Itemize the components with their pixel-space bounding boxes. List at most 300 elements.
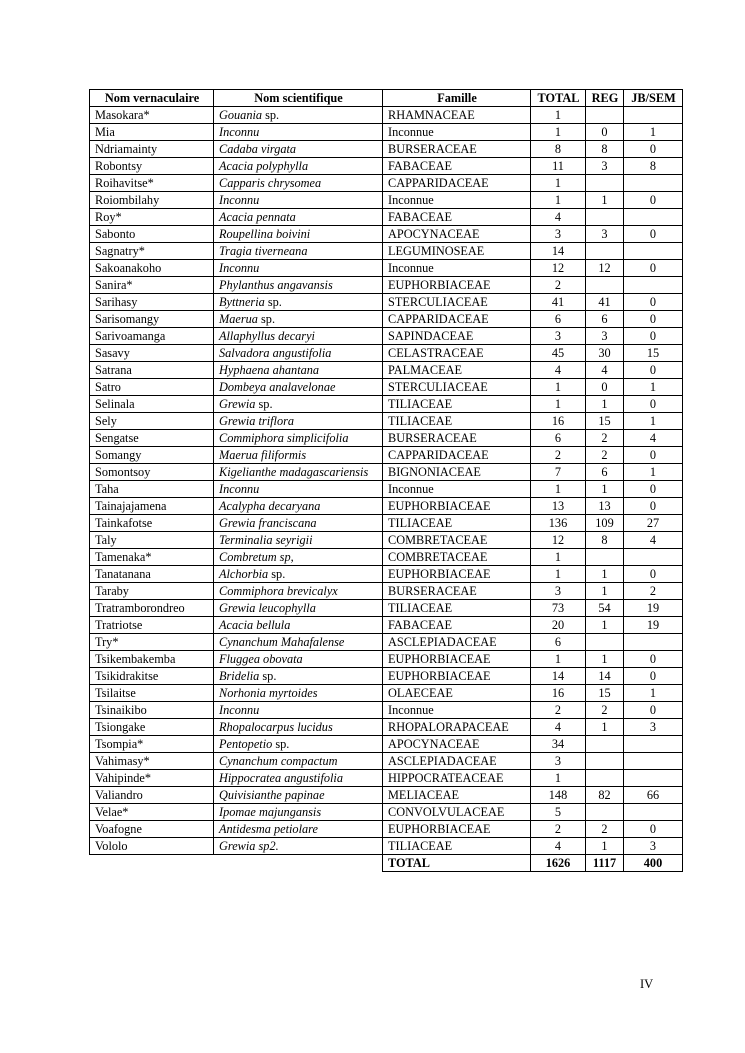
cell-famille: Inconnue (383, 260, 531, 277)
cell-total: 41 (531, 294, 586, 311)
cell-famille: BURSERACEAE (383, 583, 531, 600)
cell-famille: EUPHORBIACEAE (383, 498, 531, 515)
cell-jb-sem (624, 634, 683, 651)
cell-total: 1 (531, 175, 586, 192)
table-row (90, 566, 683, 583)
cell-nom-scientifique (214, 379, 383, 396)
table-row (90, 311, 683, 328)
scientific-name: Cynanchum Mahafalense (219, 635, 345, 649)
cell-famille: BURSERACEAE (383, 430, 531, 447)
cell-total: 4 (531, 838, 586, 855)
table-row (90, 430, 683, 447)
cell-reg: 2 (586, 447, 624, 464)
cell-nom-scientifique (214, 311, 383, 328)
cell-jb-sem: 0 (624, 328, 683, 345)
cell-nom-scientifique (214, 770, 383, 787)
cell-reg: 1 (586, 838, 624, 855)
cell-total: 4 (531, 719, 586, 736)
cell-reg: 15 (586, 413, 624, 430)
cell-nom-vernaculaire: Tsikidrakitse (90, 668, 214, 685)
cell-nom-scientifique (214, 464, 383, 481)
cell-reg (586, 175, 624, 192)
cell-jb-sem: 0 (624, 481, 683, 498)
scientific-name: Acacia pennata (219, 210, 296, 224)
cell-jb-sem: 0 (624, 566, 683, 583)
scientific-name: Acacia bellula (219, 618, 291, 632)
cell-famille: FABACEAE (383, 158, 531, 175)
cell-nom-scientifique (214, 532, 383, 549)
cell-nom-scientifique (214, 549, 383, 566)
cell-nom-vernaculaire: Tsiongake (90, 719, 214, 736)
scientific-name: Norhonia myrtoides (219, 686, 318, 700)
cell-reg: 6 (586, 464, 624, 481)
cell-reg (586, 243, 624, 260)
cell-total: 16 (531, 413, 586, 430)
cell-nom-vernaculaire: Tsikembakemba (90, 651, 214, 668)
scientific-name-suffix: sp. (259, 669, 277, 683)
cell-jb-sem: 15 (624, 345, 683, 362)
cell-reg: 3 (586, 226, 624, 243)
cell-jb-sem (624, 209, 683, 226)
scientific-name: Pentopetio (219, 737, 273, 751)
cell-jb-sem: 0 (624, 821, 683, 838)
table-row (90, 192, 683, 209)
cell-reg (586, 736, 624, 753)
cell-nom-scientifique (214, 702, 383, 719)
header-total: TOTAL (531, 90, 586, 107)
cell-jb-sem (624, 175, 683, 192)
cell-reg: 8 (586, 532, 624, 549)
cell-nom-vernaculaire: Tainkafotse (90, 515, 214, 532)
cell-reg: 1 (586, 566, 624, 583)
cell-nom-scientifique (214, 277, 383, 294)
cell-nom-scientifique (214, 141, 383, 158)
scientific-name-suffix: sp. (264, 295, 282, 309)
cell-nom-scientifique (214, 583, 383, 600)
cell-nom-vernaculaire: Tsilaitse (90, 685, 214, 702)
cell-nom-scientifique (214, 838, 383, 855)
cell-reg: 2 (586, 430, 624, 447)
cell-nom-vernaculaire: Velae* (90, 804, 214, 821)
cell-reg: 3 (586, 328, 624, 345)
scientific-name: Bridelia (219, 669, 260, 683)
cell-jb-sem: 0 (624, 498, 683, 515)
table-row (90, 209, 683, 226)
cell-jb-sem: 0 (624, 260, 683, 277)
cell-total: 6 (531, 634, 586, 651)
scientific-name: Dombeya analavelonae (219, 380, 336, 394)
cell-reg: 12 (586, 260, 624, 277)
cell-total: 1 (531, 770, 586, 787)
table-row (90, 447, 683, 464)
cell-famille: EUPHORBIACEAE (383, 566, 531, 583)
scientific-name: Alchorbia (219, 567, 269, 581)
cell-nom-scientifique (214, 124, 383, 141)
cell-famille: CAPPARIDACEAE (383, 175, 531, 192)
scientific-name: Antidesma petiolare (219, 822, 318, 836)
cell-total: 1 (531, 107, 586, 124)
cell-famille: COMBRETACEAE (383, 549, 531, 566)
cell-nom-scientifique (214, 260, 383, 277)
header-nom-scientifique: Nom scientifique (214, 90, 383, 107)
cell-reg (586, 549, 624, 566)
table-row (90, 481, 683, 498)
header-nom-vernaculaire: Nom vernaculaire (90, 90, 214, 107)
scientific-name: Grewia (219, 397, 256, 411)
scientific-name: Inconnu (219, 125, 260, 139)
cell-total: 34 (531, 736, 586, 753)
cell-jb-sem: 0 (624, 311, 683, 328)
cell-jb-sem: 1 (624, 413, 683, 430)
cell-reg: 4 (586, 362, 624, 379)
cell-total: 148 (531, 787, 586, 804)
cell-famille: FABACEAE (383, 617, 531, 634)
cell-nom-scientifique (214, 447, 383, 464)
cell-famille: TILIACEAE (383, 600, 531, 617)
scientific-name-suffix: sp. (268, 567, 286, 581)
scientific-name: Capparis chrysomea (219, 176, 322, 190)
cell-jb-sem (624, 804, 683, 821)
cell-nom-scientifique (214, 345, 383, 362)
cell-reg: 8 (586, 141, 624, 158)
cell-nom-vernaculaire: Masokara* (90, 107, 214, 124)
cell-nom-vernaculaire: Somontsoy (90, 464, 214, 481)
cell-total: 12 (531, 260, 586, 277)
cell-famille: COMBRETACEAE (383, 532, 531, 549)
table-row (90, 396, 683, 413)
cell-famille: MELIACEAE (383, 787, 531, 804)
cell-famille: Inconnue (383, 124, 531, 141)
cell-total: 16 (531, 685, 586, 702)
cell-nom-vernaculaire: Roy* (90, 209, 214, 226)
page-number: IV (640, 977, 654, 991)
cell-nom-scientifique (214, 107, 383, 124)
cell-jb-sem: 1 (624, 124, 683, 141)
cell-famille: EUPHORBIACEAE (383, 651, 531, 668)
cell-jb-sem (624, 549, 683, 566)
cell-nom-vernaculaire: Sely (90, 413, 214, 430)
scientific-name-suffix: sp. (257, 312, 276, 326)
table-row (90, 260, 683, 277)
cell-reg: 1 (586, 651, 624, 668)
cell-famille: CAPPARIDACEAE (383, 311, 531, 328)
species-table (89, 89, 683, 872)
cell-famille: RHAMNACEAE (383, 107, 531, 124)
cell-nom-vernaculaire: Tamenaka* (90, 549, 214, 566)
cell-famille: HIPPOCRATEACEAE (383, 770, 531, 787)
cell-famille: ASCLEPIADACEAE (383, 634, 531, 651)
cell-famille: TILIACEAE (383, 413, 531, 430)
cell-nom-scientifique (214, 294, 383, 311)
table-row (90, 328, 683, 345)
cell-nom-vernaculaire: Selinala (90, 396, 214, 413)
cell-nom-scientifique (214, 362, 383, 379)
scientific-name: Inconnu (219, 261, 260, 275)
cell-reg (586, 107, 624, 124)
cell-famille: SAPINDACEAE (383, 328, 531, 345)
scientific-name: Grewia franciscana (219, 516, 317, 530)
total-reg: 1117 (586, 855, 624, 872)
table-row (90, 702, 683, 719)
scientific-name: Ipomae majungansis (219, 805, 322, 819)
cell-reg: 54 (586, 600, 624, 617)
table-row (90, 838, 683, 855)
total-blank-cell (90, 855, 214, 872)
cell-total: 13 (531, 498, 586, 515)
cell-nom-scientifique (214, 515, 383, 532)
table-row (90, 617, 683, 634)
cell-nom-scientifique (214, 753, 383, 770)
cell-jb-sem: 2 (624, 583, 683, 600)
cell-total: 2 (531, 447, 586, 464)
cell-reg (586, 770, 624, 787)
cell-famille: APOCYNACEAE (383, 736, 531, 753)
cell-total: 4 (531, 362, 586, 379)
cell-nom-scientifique (214, 566, 383, 583)
cell-reg: 1 (586, 583, 624, 600)
cell-reg: 109 (586, 515, 624, 532)
cell-reg: 3 (586, 158, 624, 175)
table-row (90, 770, 683, 787)
cell-jb-sem: 1 (624, 379, 683, 396)
cell-jb-sem (624, 753, 683, 770)
cell-nom-scientifique (214, 209, 383, 226)
cell-nom-vernaculaire: Vahipinde* (90, 770, 214, 787)
cell-nom-scientifique (214, 600, 383, 617)
cell-famille: EUPHORBIACEAE (383, 668, 531, 685)
cell-total: 1 (531, 549, 586, 566)
cell-reg: 82 (586, 787, 624, 804)
cell-reg: 15 (586, 685, 624, 702)
header-jb-sem: JB/SEM (624, 90, 683, 107)
scientific-name: Inconnu (219, 703, 260, 717)
scientific-name: Byttneria (219, 295, 265, 309)
table-row (90, 243, 683, 260)
cell-total: 45 (531, 345, 586, 362)
cell-reg: 6 (586, 311, 624, 328)
table-row (90, 804, 683, 821)
cell-reg: 2 (586, 702, 624, 719)
cell-jb-sem: 8 (624, 158, 683, 175)
cell-total: 1 (531, 481, 586, 498)
scientific-name: Grewia leucophylla (219, 601, 316, 615)
scientific-name: Combretum sp, (219, 550, 294, 564)
cell-total: 20 (531, 617, 586, 634)
cell-reg: 2 (586, 821, 624, 838)
cell-nom-vernaculaire: Satro (90, 379, 214, 396)
cell-nom-vernaculaire: Tratramborondreo (90, 600, 214, 617)
cell-nom-scientifique (214, 481, 383, 498)
cell-jb-sem: 4 (624, 430, 683, 447)
cell-famille: OLAECEAE (383, 685, 531, 702)
table-row (90, 107, 683, 124)
cell-nom-vernaculaire: Sarihasy (90, 294, 214, 311)
cell-total: 3 (531, 753, 586, 770)
cell-nom-scientifique (214, 617, 383, 634)
cell-total: 3 (531, 583, 586, 600)
cell-famille: Inconnue (383, 702, 531, 719)
cell-nom-scientifique (214, 175, 383, 192)
table-row (90, 515, 683, 532)
cell-total: 11 (531, 158, 586, 175)
table-row (90, 362, 683, 379)
cell-famille: STERCULIACEAE (383, 294, 531, 311)
scientific-name: Inconnu (219, 482, 260, 496)
cell-nom-vernaculaire: Vololo (90, 838, 214, 855)
cell-total: 12 (531, 532, 586, 549)
cell-nom-vernaculaire: Voafogne (90, 821, 214, 838)
cell-total: 1 (531, 651, 586, 668)
cell-nom-vernaculaire: Sarisomangy (90, 311, 214, 328)
cell-total: 6 (531, 311, 586, 328)
scientific-name: Cadaba virgata (219, 142, 297, 156)
total-blank-cell (214, 855, 383, 872)
cell-jb-sem: 0 (624, 362, 683, 379)
cell-nom-vernaculaire: Valiandro (90, 787, 214, 804)
table-row (90, 141, 683, 158)
cell-nom-scientifique (214, 192, 383, 209)
cell-nom-scientifique (214, 328, 383, 345)
cell-total: 1 (531, 396, 586, 413)
cell-jb-sem: 0 (624, 192, 683, 209)
cell-jb-sem: 1 (624, 464, 683, 481)
scientific-name: Inconnu (219, 193, 260, 207)
cell-famille: TILIACEAE (383, 838, 531, 855)
cell-jb-sem: 0 (624, 141, 683, 158)
cell-nom-scientifique (214, 396, 383, 413)
table-row (90, 379, 683, 396)
cell-total: 136 (531, 515, 586, 532)
cell-famille: FABACEAE (383, 209, 531, 226)
scientific-name-suffix: sp. (262, 108, 280, 122)
cell-reg: 14 (586, 668, 624, 685)
cell-reg: 1 (586, 396, 624, 413)
cell-nom-scientifique (214, 651, 383, 668)
cell-nom-scientifique (214, 634, 383, 651)
cell-nom-vernaculaire: Sanira* (90, 277, 214, 294)
cell-famille: BURSERACEAE (383, 141, 531, 158)
cell-reg: 1 (586, 481, 624, 498)
cell-nom-vernaculaire: Tratriotse (90, 617, 214, 634)
scientific-name: Kigelianthe madagascariensis (219, 465, 369, 479)
cell-jb-sem: 3 (624, 719, 683, 736)
cell-jb-sem: 66 (624, 787, 683, 804)
cell-nom-scientifique (214, 226, 383, 243)
cell-jb-sem: 27 (624, 515, 683, 532)
cell-nom-vernaculaire: Ndriamainty (90, 141, 214, 158)
cell-reg (586, 209, 624, 226)
total-row (90, 855, 683, 872)
cell-total: 73 (531, 600, 586, 617)
cell-famille: Inconnue (383, 481, 531, 498)
table-row (90, 124, 683, 141)
cell-nom-vernaculaire: Sarivoamanga (90, 328, 214, 345)
cell-nom-vernaculaire: Taha (90, 481, 214, 498)
header-reg: REG (586, 90, 624, 107)
cell-nom-vernaculaire: Mia (90, 124, 214, 141)
total-label: TOTAL (383, 855, 531, 872)
cell-nom-vernaculaire: Tsompia* (90, 736, 214, 753)
table-row (90, 158, 683, 175)
cell-jb-sem: 0 (624, 702, 683, 719)
cell-jb-sem: 3 (624, 838, 683, 855)
cell-nom-scientifique (214, 430, 383, 447)
cell-jb-sem: 0 (624, 226, 683, 243)
cell-nom-vernaculaire: Sagnatry* (90, 243, 214, 260)
cell-famille: APOCYNACEAE (383, 226, 531, 243)
cell-nom-vernaculaire: Taly (90, 532, 214, 549)
cell-nom-scientifique (214, 158, 383, 175)
cell-reg (586, 277, 624, 294)
table-row (90, 821, 683, 838)
cell-jb-sem (624, 736, 683, 753)
cell-jb-sem (624, 277, 683, 294)
cell-jb-sem (624, 770, 683, 787)
cell-reg (586, 634, 624, 651)
scientific-name: Hippocratea angustifolia (219, 771, 343, 785)
cell-nom-scientifique (214, 498, 383, 515)
scientific-name: Grewia triflora (219, 414, 295, 428)
scientific-name: Commiphora brevicalyx (219, 584, 338, 598)
cell-nom-scientifique (214, 668, 383, 685)
cell-reg: 41 (586, 294, 624, 311)
table-row (90, 685, 683, 702)
cell-famille: ASCLEPIADACEAE (383, 753, 531, 770)
cell-nom-scientifique (214, 719, 383, 736)
cell-reg (586, 753, 624, 770)
table-row (90, 277, 683, 294)
table-header-row (90, 90, 683, 107)
scientific-name: Fluggea obovata (219, 652, 303, 666)
scientific-name-suffix: sp. (255, 397, 273, 411)
cell-total: 3 (531, 226, 586, 243)
table-row (90, 345, 683, 362)
cell-nom-scientifique (214, 787, 383, 804)
table-row (90, 600, 683, 617)
cell-reg: 13 (586, 498, 624, 515)
cell-jb-sem: 0 (624, 668, 683, 685)
cell-nom-vernaculaire: Robontsy (90, 158, 214, 175)
cell-nom-vernaculaire: Vahimasy* (90, 753, 214, 770)
cell-total: 3 (531, 328, 586, 345)
cell-reg: 1 (586, 719, 624, 736)
cell-total: 1 (531, 192, 586, 209)
cell-nom-vernaculaire: Sabonto (90, 226, 214, 243)
cell-nom-vernaculaire: Tsinaikibo (90, 702, 214, 719)
cell-total: 5 (531, 804, 586, 821)
scientific-name: Salvadora angustifolia (219, 346, 332, 360)
scientific-name: Rhopalocarpus lucidus (219, 720, 333, 734)
cell-famille: EUPHORBIACEAE (383, 277, 531, 294)
cell-reg: 1 (586, 192, 624, 209)
cell-nom-vernaculaire: Satrana (90, 362, 214, 379)
table-row (90, 413, 683, 430)
cell-nom-vernaculaire: Roiombilahy (90, 192, 214, 209)
cell-famille: STERCULIACEAE (383, 379, 531, 396)
cell-nom-scientifique (214, 821, 383, 838)
cell-jb-sem: 0 (624, 294, 683, 311)
cell-nom-scientifique (214, 413, 383, 430)
table-row (90, 736, 683, 753)
cell-total: 14 (531, 243, 586, 260)
cell-nom-scientifique (214, 243, 383, 260)
cell-nom-vernaculaire: Sengatse (90, 430, 214, 447)
cell-total: 7 (531, 464, 586, 481)
cell-total: 4 (531, 209, 586, 226)
scientific-name: Hyphaena ahantana (219, 363, 320, 377)
cell-nom-vernaculaire: Tanatanana (90, 566, 214, 583)
table-row (90, 498, 683, 515)
